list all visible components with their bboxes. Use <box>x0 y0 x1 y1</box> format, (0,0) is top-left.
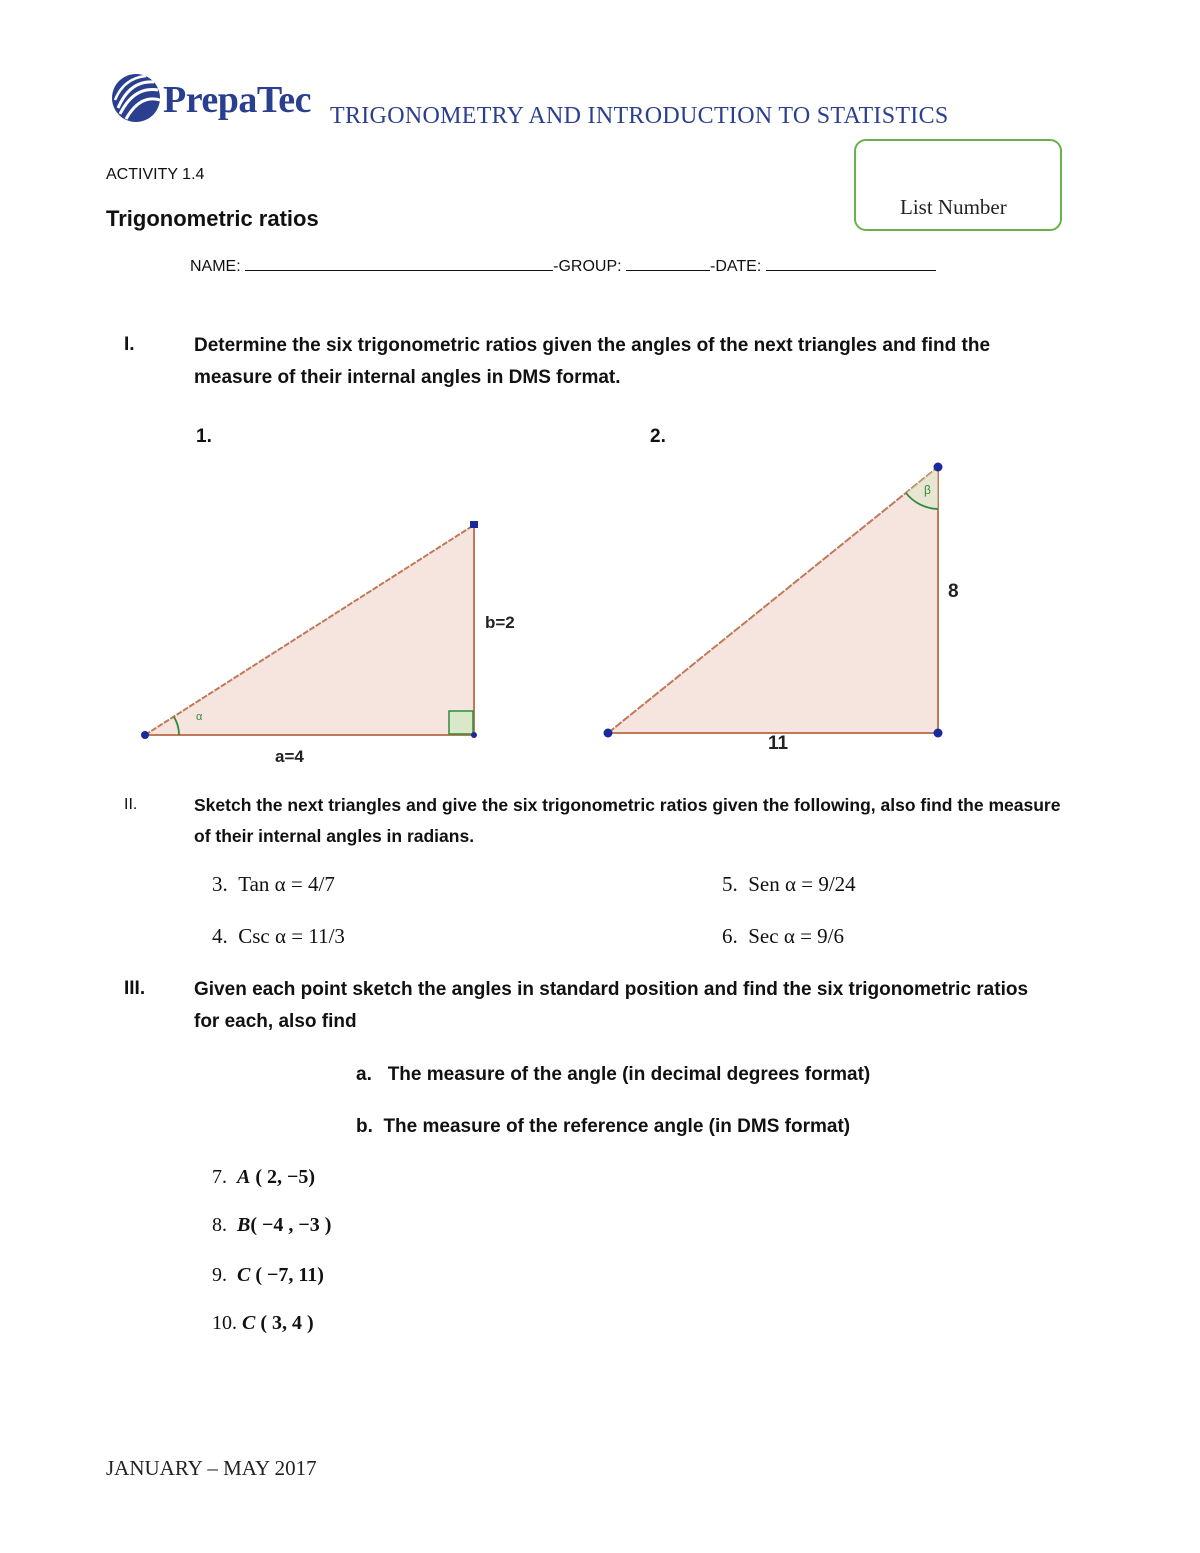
point-coords: ( 3, 4 ) <box>260 1312 314 1334</box>
point-number: 10. <box>212 1312 237 1334</box>
triangle-figure-1 <box>130 510 550 770</box>
page-title: Trigonometric ratios <box>106 206 319 231</box>
vertex-point <box>934 463 943 472</box>
section-1-instruction: Determine the six trigonometric ratios given the angles of the next triangles and find the measure of their internal angles in DMS format. <box>194 335 991 388</box>
exercise-number: 5. <box>722 872 738 896</box>
point-coords: ( −4 , −3 ) <box>250 1214 332 1236</box>
vertex-point <box>471 732 477 738</box>
side-vertical-label: 8 <box>948 581 959 602</box>
beta-angle-label: β <box>924 483 931 497</box>
point-name: C <box>237 1264 251 1286</box>
exercise-number: 6. <box>722 924 738 948</box>
right-angle-marker <box>449 711 473 734</box>
point-number: 9. <box>212 1264 227 1286</box>
section-3-instruction: Given each point sketch the angles in standard position and find the six trigonometric ratios for each, also find <box>194 979 1029 1032</box>
section-1-numeral: I. <box>124 334 135 355</box>
exercise-text: Csc α = 11/3 <box>238 924 345 948</box>
subitem-a <box>356 1064 870 1086</box>
exercise-5 <box>722 872 856 897</box>
section-3-numeral: III. <box>124 978 146 999</box>
exercise-number: 4. <box>212 924 228 948</box>
date-field[interactable] <box>766 256 936 271</box>
exercise-number: 3. <box>212 872 228 896</box>
triangle-figure-2 <box>590 450 990 760</box>
point-name: A <box>237 1166 251 1188</box>
course-title: TRIGONOMETRY AND INTRODUCTION TO STATISTICS <box>330 103 949 129</box>
logo-text: PrepaTec <box>163 79 311 121</box>
point-8 <box>212 1214 331 1237</box>
exercise-text: Tan α = 4/7 <box>238 872 335 896</box>
point-7 <box>212 1166 315 1189</box>
subitem-letter: b. <box>356 1116 373 1137</box>
figure-1-number: 1. <box>196 426 212 447</box>
vertex-point <box>470 521 478 528</box>
point-number: 8. <box>212 1214 227 1236</box>
prepatec-globe-icon <box>110 72 162 129</box>
side-a-label: a=4 <box>275 747 304 766</box>
name-field[interactable] <box>245 256 553 271</box>
section-2-numeral: II. <box>124 796 138 813</box>
subitem-letter: a. <box>356 1064 372 1085</box>
point-10 <box>212 1312 314 1335</box>
group-field[interactable] <box>626 256 710 271</box>
list-number-label: List Number <box>900 195 1007 219</box>
date-label: -DATE: <box>710 258 762 275</box>
point-coords: ( −7, 11) <box>255 1264 324 1286</box>
group-label: -GROUP: <box>553 258 622 275</box>
section-2-instruction: Sketch the next triangles and give the six trigonometric ratios given the following, also find the measure of their internal angles in radians. <box>194 795 1061 846</box>
footer-term: JANUARY – MAY 2017 <box>106 1456 317 1480</box>
figure-2-number: 2. <box>650 426 666 447</box>
subitem-b <box>356 1116 850 1138</box>
point-coords: ( 2, −5) <box>255 1166 316 1188</box>
vertex-point <box>934 729 943 738</box>
point-name: B <box>237 1214 251 1236</box>
point-number: 7. <box>212 1166 227 1188</box>
alpha-angle-label: α <box>196 711 203 723</box>
name-label: NAME: <box>190 258 241 275</box>
vertex-point <box>604 729 613 738</box>
point-9 <box>212 1264 324 1287</box>
subitem-text: The measure of the reference angle (in DMS format) <box>383 1116 851 1137</box>
exercise-text: Sec α = 9/6 <box>748 924 845 948</box>
side-base-label: 11 <box>768 733 789 754</box>
point-name: C <box>242 1312 256 1334</box>
side-b-label: b=2 <box>485 613 515 632</box>
exercise-4 <box>212 924 345 949</box>
exercise-6 <box>722 924 844 949</box>
exercise-3 <box>212 872 335 897</box>
vertex-point <box>141 731 149 739</box>
exercise-text: Sen α = 9/24 <box>748 872 856 896</box>
subitem-text: The measure of the angle (in decimal degrees format) <box>387 1064 871 1085</box>
student-info-line <box>190 256 936 276</box>
activity-label: ACTIVITY 1.4 <box>106 166 205 183</box>
